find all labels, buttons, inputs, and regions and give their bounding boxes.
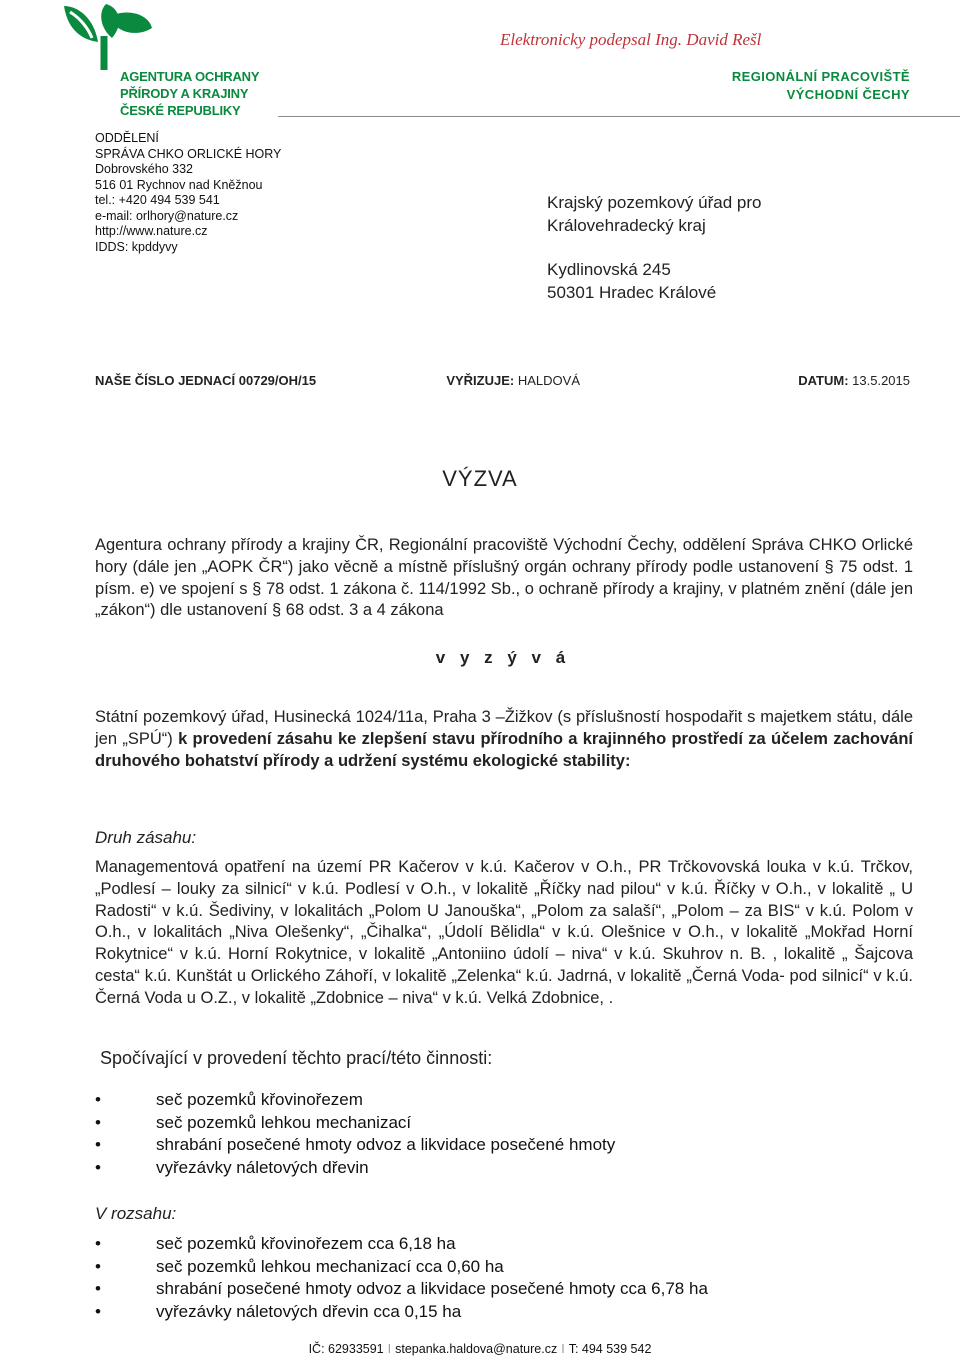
reference-number-value: 00729/OH/15 (238, 373, 317, 388)
activities-label: Spočívající v provedení těchto prací/této činnosti: (100, 1048, 493, 1068)
sender-line: http://www.nature.cz (95, 224, 208, 238)
list-item: • shrabání posečené hmoty odvoz a likvidace posečené hmoty cca 6,78 ha (95, 1278, 708, 1301)
addressee-name-line: Krajský pozemkový úřad pro (547, 193, 762, 212)
header-divider (278, 116, 960, 117)
target-action-text: k provedení zásahu ke zlepšení stavu přírodního a krajinného prostředí za účelem zachování druhového bohatství přírody a udržení systému ekologické stability: (95, 729, 913, 770)
date-label: DATUM: (798, 373, 849, 388)
target-text: Státní pozemkový úřad, Husinecká 1024/11a, Praha 3 –Žižkov (s příslušností hospodařit s majetkem státu, dále jen „SPÚ“) (95, 708, 913, 748)
vyzyva-heading: v y z ý v á (435, 648, 571, 667)
intervention-type-text: Managementová opatření na území PR Kačerov v k.ú. Kačerov v O.h., PR Trčkovovská louka v k.ú. Trčkov, „Podlesí – louky za silnicí“ v k.ú. Podlesí v O.h., v lokalitě „Říčky nad pilou“ v k.ú. Říčky v O.h., v lokalitě „ U Radosti“ v k.ú. Šediviny, v lokalitách „Polom U Janouška“, „Polom za salaší“, „Polom – za BIS“ v k.ú. Polom v O.h., v lokalitách „Niva Olešenky“, „Čihalka“, „Údolí Bělidla“ v k.ú. Olešnice v O.h., v lokalitě „Mokřad Horní Rokytnice“ v k.ú. Horní Rokytnice, v lokalitě „Antoniino údolí – niva“ v k.ú. Skuhrov n. B. , lokalitě „ Šajcova cesta“ k.ú. Kunštát u Orlického Záhoří, v lokalitě „Zelenka“ k.ú. Jadrná, v lokalitě „Černá Voda- pod silnicí“ v k.ú. Černá Voda u O.Z., v lokalitě „Zdobnice – niva“ v k.ú. Velká Zdobnice, . (95, 858, 913, 1007)
list-item: • seč pozemků křovinořezem cca 6,18 ha (95, 1233, 708, 1256)
sender-line: IDDS: kpddyvy (95, 239, 178, 254)
list-item: • shrabání posečené hmoty odvoz a likvidace posečené hmoty (95, 1134, 615, 1157)
scope-list (95, 1233, 708, 1323)
leaf-emblem-icon (58, 2, 158, 72)
handler-label: VYŘIZUJE: (446, 373, 515, 388)
sender-line: e-mail: orlhory@nature.cz (95, 208, 239, 223)
document-title: VÝZVA (442, 466, 518, 491)
footer-ic: IČ: 62933591 (308, 1342, 384, 1356)
list-item: • vyřezávky náletových dřevin (95, 1157, 615, 1180)
addressee-address-line: Kydlinovská 245 (547, 260, 671, 279)
footer: IČ: 62933591 I stepanka.haldova@nature.cz I T: 494 539 542 (308, 1342, 652, 1356)
addressee-name-line: Královehradecký kraj (547, 215, 706, 235)
list-item: • seč pozemků lehkou mechanizací (95, 1112, 615, 1135)
scope-label: V rozsahu: (95, 1204, 177, 1223)
date-value: 13.5.2015 (852, 373, 910, 388)
sender-line: Dobrovského 332 (95, 162, 193, 176)
region-line: VÝCHODNÍ ČECHY (786, 87, 910, 102)
intro-paragraph: Agentura ochrany přírody a krajiny ČR, Regionální pracoviště Východní Čechy, oddělení Správa CHKO Orlické hory (dále jen „AOPK ČR“) jako věcně a místně příslušný orgán ochrany přírody podle ustanovení § 75 odst. 1 písm. e) ve spojení s § 78 odst. 1 zákona č. 114/1992 Sb., o ochraně přírody a krajiny, v platném znění (dále jen „zákon“) dle ustanovení § 68 odst. 3 a 4 zákona (95, 536, 913, 620)
sender-line: SPRÁVA CHKO ORLICKÉ HORY (95, 146, 282, 161)
region-line: REGIONÁLNÍ PRACOVIŠTĚ (731, 69, 910, 84)
digital-signature: Elektronicky podepsal Ing. David Rešl (500, 30, 762, 49)
intervention-type-label: Druh zásahu: (95, 828, 197, 847)
addressee-block (547, 192, 761, 304)
footer-email: stepanka.haldova@nature.cz (395, 1342, 558, 1356)
reference-number-label: NAŠE ČÍSLO JEDNACÍ (95, 373, 236, 388)
region-name (732, 68, 910, 104)
list-item: • seč pozemků křovinořezem (95, 1089, 615, 1112)
activities-list (95, 1089, 615, 1179)
sender-line: ODDĚLENÍ (95, 131, 159, 145)
addressee-address-line: 50301 Hradec Králové (547, 282, 717, 302)
list-item: • vyřezávky náletových dřevin cca 0,15 ha (95, 1301, 708, 1324)
sender-line: tel.: +420 494 539 541 (95, 193, 220, 207)
handler-value: HALDOVÁ (517, 373, 580, 388)
list-item: • seč pozemků lehkou mechanizací cca 0,60 ha (95, 1256, 708, 1279)
sender-block (95, 131, 281, 255)
footer-phone: T: 494 539 542 (568, 1342, 652, 1356)
target-paragraph (95, 707, 913, 772)
logo-line: AGENTURA OCHRANY (120, 69, 260, 84)
date (798, 373, 910, 388)
reference-number (95, 373, 316, 388)
sender-line: 516 01 Rychnov nad Kněžnou (95, 177, 263, 192)
logo-line: PŘÍRODY A KRAJINY (120, 86, 249, 101)
reference-line (95, 373, 910, 388)
logo-line: ČESKÉ REPUBLIKY (120, 103, 241, 118)
handler (446, 373, 580, 388)
agency-logo (58, 2, 268, 120)
